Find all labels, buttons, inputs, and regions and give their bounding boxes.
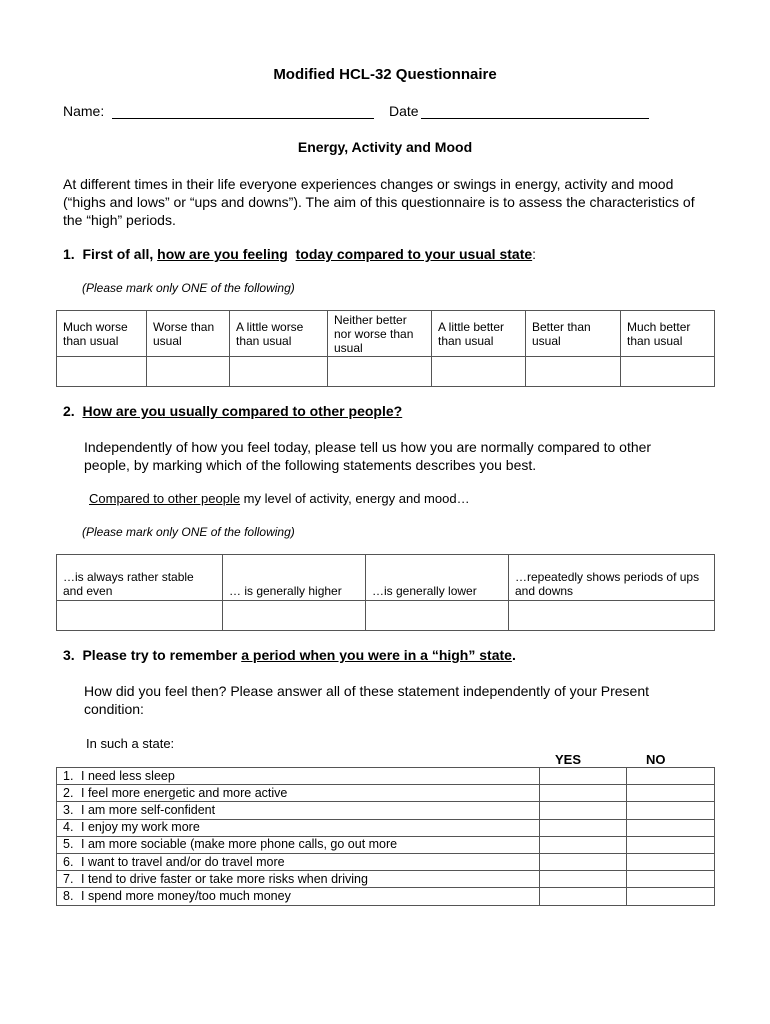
q3-yes-cell[interactable] <box>540 836 627 853</box>
name-field[interactable] <box>112 104 374 119</box>
q2-stem-underlined: Compared to other people <box>89 491 241 506</box>
q2-stem-rest: my level of activity, energy and mood… <box>240 491 470 506</box>
q3-item-row <box>57 853 715 870</box>
q3-item-number: 6. <box>63 854 74 869</box>
q1-label-row <box>57 311 715 357</box>
q3-item-statement <box>57 871 540 888</box>
q1-option-label: Worse than usual <box>147 311 230 357</box>
yes-column-header: YES <box>555 752 582 767</box>
q3-heading <box>63 647 516 663</box>
q3-item-number: 5. <box>63 837 74 852</box>
q1-answer-cell[interactable] <box>432 357 526 387</box>
q2-options-table <box>56 554 715 631</box>
q3-item-text: I tend to drive faster or take more risks when driving <box>81 871 368 886</box>
q1-answer-cell[interactable] <box>147 357 230 387</box>
q2-answer-cell[interactable] <box>57 601 223 631</box>
q1-options-table <box>56 310 715 387</box>
q1-colon: : <box>532 246 537 262</box>
q1-answer-cell[interactable] <box>230 357 328 387</box>
q1-answer-cell[interactable] <box>526 357 621 387</box>
q3-yes-cell[interactable] <box>540 802 627 819</box>
q3-no-cell[interactable] <box>627 802 715 819</box>
q3-no-cell[interactable] <box>627 785 715 802</box>
q1-answer-cell[interactable] <box>328 357 432 387</box>
q3-item-row <box>57 888 715 905</box>
q2-heading-text: How are you usually compared to other people? <box>82 403 403 419</box>
q2-answer-row <box>57 601 715 631</box>
date-field[interactable] <box>421 104 649 119</box>
q3-item-row <box>57 836 715 853</box>
name-label: Name: <box>63 103 105 119</box>
q3-period: . <box>511 647 516 663</box>
q1-option-label: Better than usual <box>526 311 621 357</box>
q1-option-label: Much worse than usual <box>57 311 147 357</box>
q3-item-row <box>57 802 715 819</box>
q2-option-label: …is always rather stable and even <box>57 555 223 601</box>
q1-option-label: A little better than usual <box>432 311 526 357</box>
q3-no-cell[interactable] <box>627 819 715 836</box>
q3-item-number: 8. <box>63 888 74 903</box>
intro-paragraph: At different times in their life everyone experiences changes or swings in energy, activity and mood (“highs and lows” or “ups and downs”). The aim of this questionnaire is to assess the characteristics of the “high” periods. <box>63 176 695 228</box>
q1-number: 1. <box>63 246 75 262</box>
q1-answer-cell[interactable] <box>57 357 147 387</box>
q3-item-row <box>57 871 715 888</box>
q3-yes-cell[interactable] <box>540 819 627 836</box>
q1-instruction: (Please mark only ONE of the following) <box>82 281 295 295</box>
q3-no-cell[interactable] <box>627 768 715 785</box>
q3-item-row <box>57 768 715 785</box>
q3-item-statement <box>57 819 540 836</box>
q3-prefix: Please try to remember <box>82 647 238 663</box>
q1-heading <box>63 246 536 262</box>
q1-option-label: Much better than usual <box>621 311 715 357</box>
q3-item-number: 1. <box>63 768 74 783</box>
page-title: Modified HCL-32 Questionnaire <box>273 66 497 83</box>
date-label: Date <box>389 103 419 119</box>
q3-number: 3. <box>63 647 75 663</box>
q3-item-statement <box>57 888 540 905</box>
q3-item-statement <box>57 836 540 853</box>
q3-yes-cell[interactable] <box>540 871 627 888</box>
section-subtitle: Energy, Activity and Mood <box>297 139 473 155</box>
q1-option-label: Neither better nor worse than usual <box>328 311 432 357</box>
q3-item-number: 7. <box>63 871 74 886</box>
q2-option-label: … is generally higher <box>223 555 366 601</box>
q3-item-number: 3. <box>63 802 74 817</box>
no-column-header: NO <box>646 752 666 767</box>
q3-item-row <box>57 785 715 802</box>
q1-option-label: A little worse than usual <box>230 311 328 357</box>
q3-no-cell[interactable] <box>627 871 715 888</box>
q3-item-statement <box>57 802 540 819</box>
q3-item-text: I am more sociable (make more phone calls, go out more <box>81 837 398 852</box>
q3-no-cell[interactable] <box>627 836 715 853</box>
q3-item-text: I enjoy my work more <box>81 820 200 835</box>
q2-answer-cell[interactable] <box>509 601 715 631</box>
q2-option-label: …repeatedly shows periods of ups and downs <box>509 555 715 601</box>
q3-item-text: I feel more energetic and more active <box>81 785 288 800</box>
q3-no-cell[interactable] <box>627 853 715 870</box>
q1-answer-row <box>57 357 715 387</box>
q3-item-statement <box>57 768 540 785</box>
q3-item-statement <box>57 785 540 802</box>
q3-item-text: I spend more money/too much money <box>81 888 291 903</box>
q3-item-number: 4. <box>63 820 74 835</box>
q3-item-text: I need less sleep <box>81 768 175 783</box>
q2-option-label: …is generally lower <box>366 555 509 601</box>
q3-underlined: a period when you were in a “high” state <box>241 647 512 663</box>
q3-yes-cell[interactable] <box>540 888 627 905</box>
q2-label-row <box>57 555 715 601</box>
q3-no-cell[interactable] <box>627 888 715 905</box>
q3-yes-cell[interactable] <box>540 768 627 785</box>
q2-instruction: (Please mark only ONE of the following) <box>82 525 295 539</box>
q3-item-statement <box>57 853 540 870</box>
q2-heading <box>63 403 402 419</box>
q1-prefix: First of all, <box>82 246 154 262</box>
q3-item-number: 2. <box>63 785 74 800</box>
q3-item-text: I want to travel and/or do travel more <box>81 854 285 869</box>
q3-yes-cell[interactable] <box>540 785 627 802</box>
q2-number: 2. <box>63 403 75 419</box>
q3-yes-cell[interactable] <box>540 853 627 870</box>
q3-items-table <box>56 767 715 906</box>
q3-item-text: I am more self-confident <box>81 802 216 817</box>
q1-answer-cell[interactable] <box>621 357 715 387</box>
q2-answer-cell[interactable] <box>223 601 366 631</box>
q1-part2: today compared to your usual state <box>295 246 533 262</box>
q2-answer-cell[interactable] <box>366 601 509 631</box>
q1-part1: how are you feeling <box>157 246 288 262</box>
q3-item-row <box>57 819 715 836</box>
q2-body: Independently of how you feel today, please tell us how you are normally compared to other people, by marking which of the following statements describes you best. <box>84 439 652 473</box>
q2-stem <box>89 491 470 506</box>
q3-body: How did you feel then? Please answer all of these statement independently of your Present condition: <box>84 683 650 717</box>
q3-stem: In such a state: <box>86 736 175 751</box>
